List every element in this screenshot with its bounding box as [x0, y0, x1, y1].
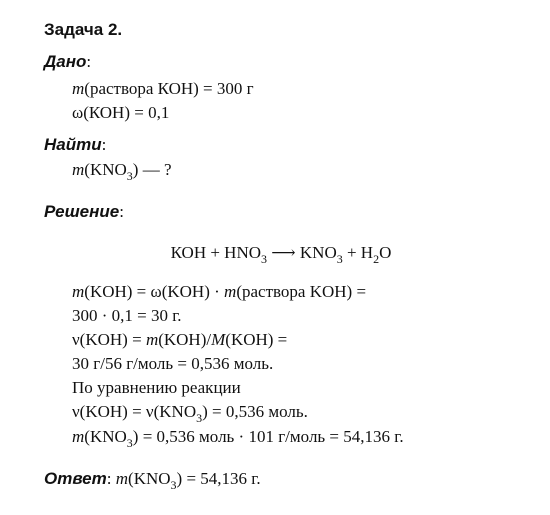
answer-a: (KNO [128, 469, 171, 488]
mass-symbol: m [224, 282, 237, 301]
solution-line-7-b: ) = 0,536 моль · 101 г/моль = 54,136 г. [132, 427, 404, 446]
find-heading-label: Найти [44, 135, 102, 154]
given-heading [44, 52, 91, 72]
solution-line-3 [72, 330, 287, 350]
solution-line-3-a: ν(KOH) = [72, 330, 146, 349]
subscript: 3 [261, 252, 268, 266]
subscript: 2 [373, 252, 380, 266]
solution-line-7-a: (KNO [84, 427, 127, 446]
reaction-part-a: КОН + HNO [170, 243, 262, 262]
find-heading [44, 135, 106, 155]
mass-symbol: m [72, 282, 85, 301]
given-heading-label: Дано [44, 52, 87, 71]
solution-line-3-b: (KOH)/ [158, 330, 212, 349]
find-line-a: (KNO [84, 160, 127, 179]
subscript: 3 [336, 252, 343, 266]
solution-heading-colon: : [119, 202, 124, 221]
solution-line-7 [72, 427, 404, 448]
subscript: 3 [126, 169, 133, 183]
subscript: 3 [126, 436, 133, 450]
solution-heading [44, 202, 124, 222]
solution-line-5: По уравнению реакции [72, 378, 241, 397]
mass-symbol: m [72, 160, 85, 179]
find-heading-colon: : [101, 135, 107, 154]
reaction-part-b: ⟶ KNO [267, 243, 337, 262]
reaction-part-d: O [379, 243, 392, 262]
problem-title: Задача 2. [44, 20, 123, 39]
given-line-mass [72, 79, 254, 99]
subscript: 3 [170, 478, 177, 492]
mass-symbol: m [72, 427, 85, 446]
solution-line-2: 300 · 0,1 = 30 г. [72, 306, 182, 325]
answer-line [44, 469, 261, 490]
solution-line-1-b: (раствора KOH) = [236, 282, 367, 301]
reaction-equation [0, 243, 550, 264]
mass-symbol: m [72, 79, 85, 98]
reaction-part-c: + H [342, 243, 374, 262]
mass-symbol: m [145, 330, 159, 349]
molar-mass-symbol: M [211, 330, 226, 349]
solution-heading-label: Решение [44, 202, 120, 221]
find-line-b: ) — ? [132, 160, 172, 179]
given-line-mass-text: (раствора КОН) = 300 г [84, 79, 254, 98]
find-line [72, 160, 172, 181]
solution-line-4: 30 г/56 г/моль = 0,536 моль. [72, 354, 274, 373]
subscript: 3 [196, 411, 203, 425]
solution-line-6 [72, 402, 308, 423]
solution-line-1 [72, 282, 366, 302]
given-heading-colon: : [86, 52, 92, 71]
solution-line-3-c: (KOH) = [225, 330, 288, 349]
answer-b: ) = 54,136 г. [176, 469, 261, 488]
given-line-fraction: ω(КОН) = 0,1 [72, 103, 170, 122]
solution-line-1-a: (KOH) = ω(KOH) · [84, 282, 225, 301]
solution-line-6-a: ν(KOH) = ν(KNO [72, 402, 197, 421]
solution-line-6-b: ) = 0,536 моль. [202, 402, 308, 421]
answer-colon: : [106, 469, 112, 488]
answer-label: Ответ [44, 469, 107, 488]
mass-symbol: m [115, 469, 129, 488]
